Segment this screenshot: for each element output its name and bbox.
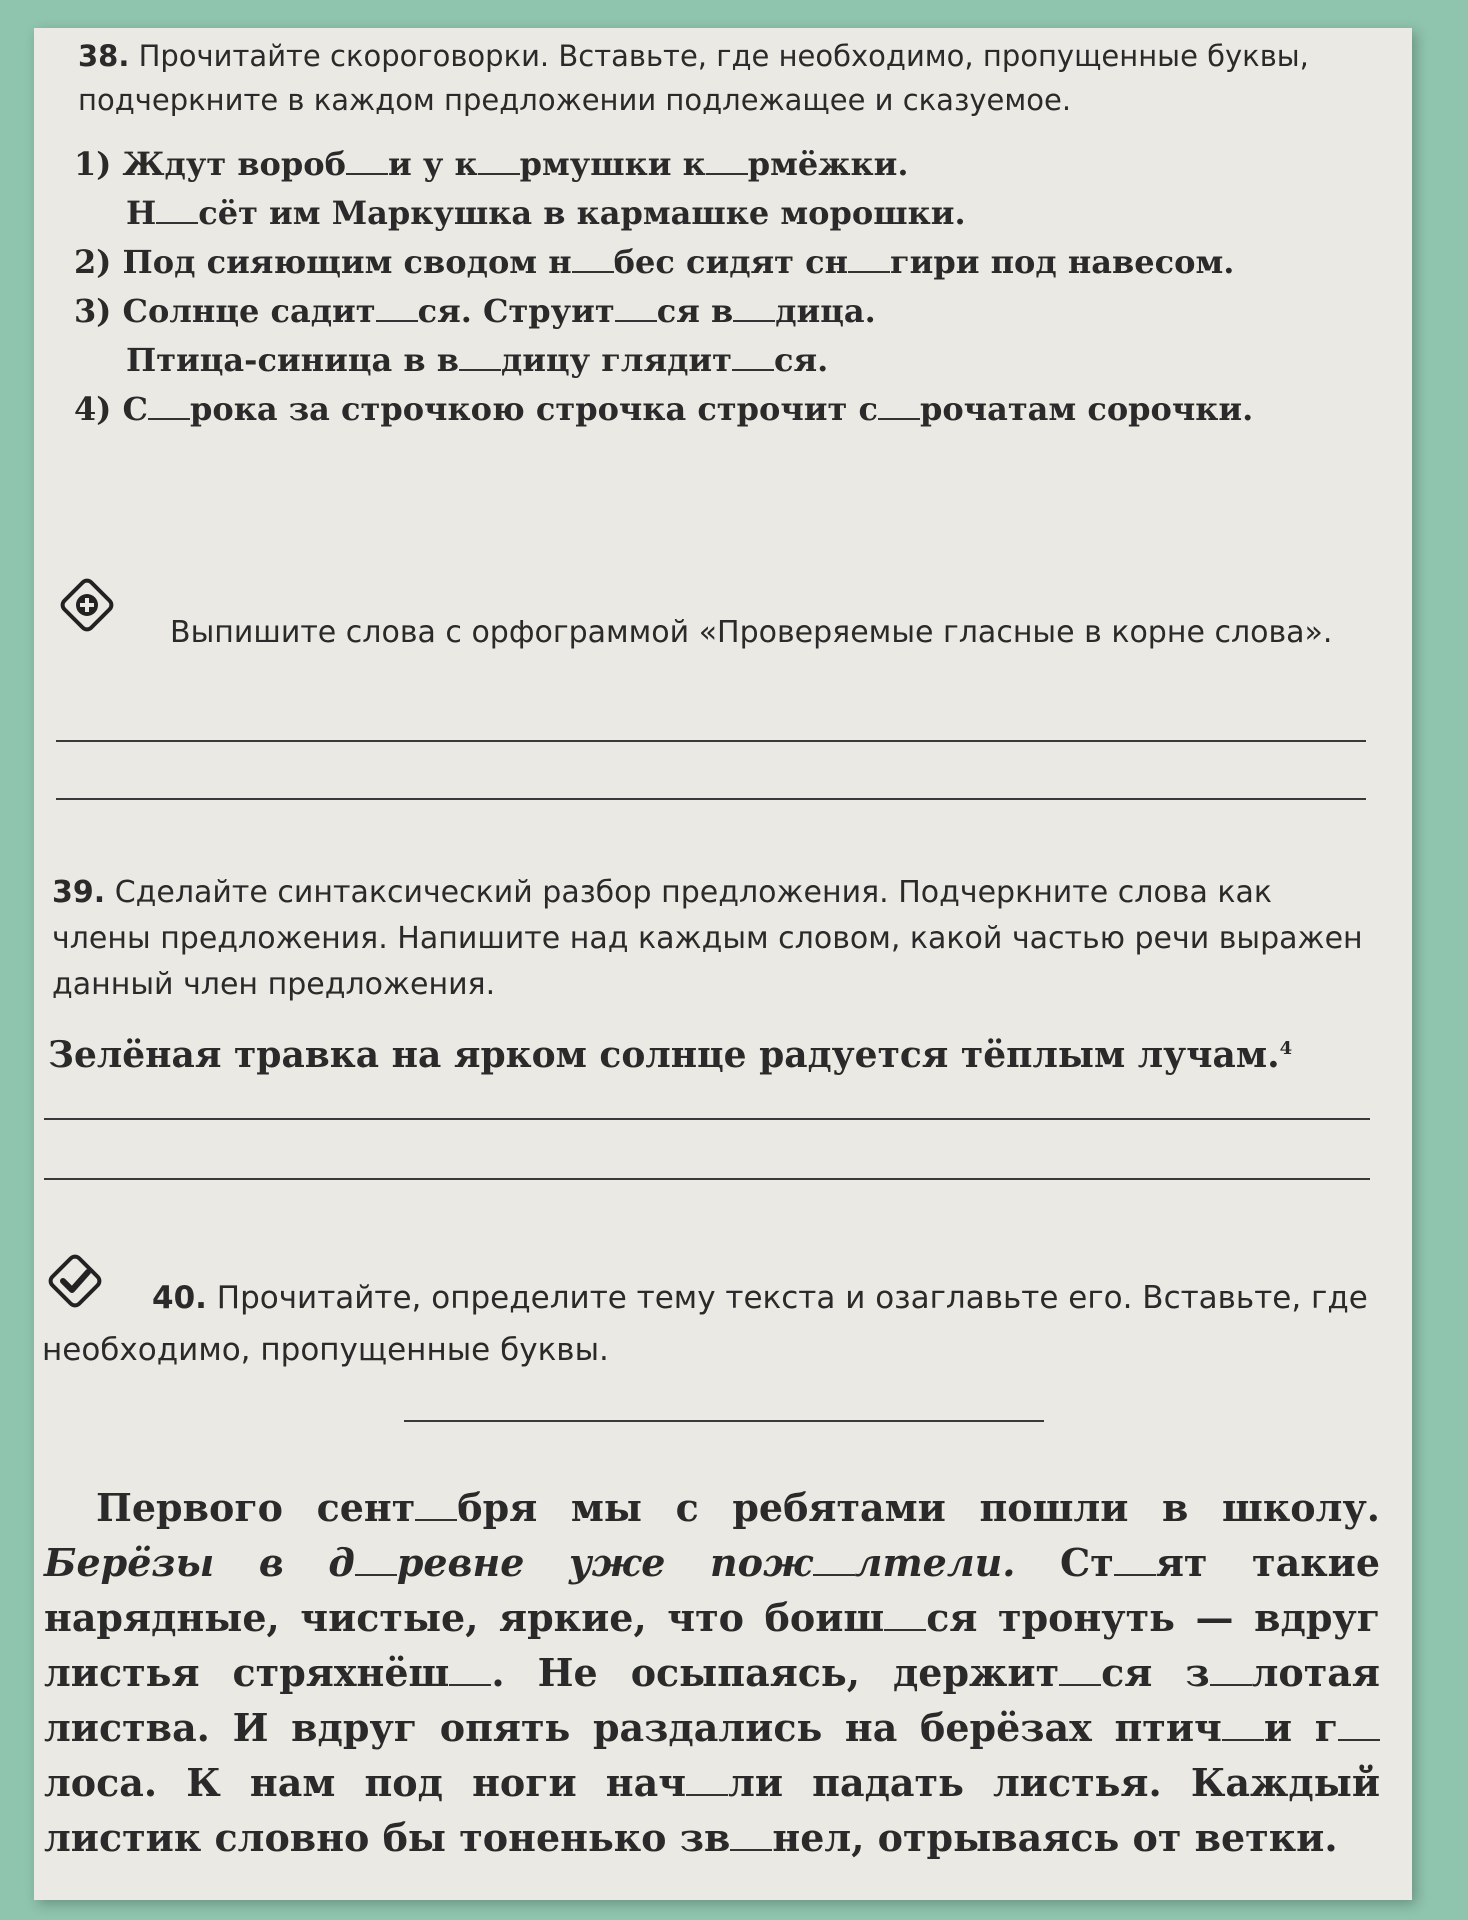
ex40-instruction — [42, 1272, 1372, 1376]
letter-gap[interactable] — [415, 1485, 457, 1521]
text-fragment: дицу глядит — [500, 341, 732, 379]
ex38-instruction-text: Прочитайте скороговорки. Вставьте, где необходимо, пропущенные буквы, подчеркните в каждом предложении подлежащее и сказуемое. — [78, 39, 1309, 117]
ex38-line-4 — [74, 287, 1374, 336]
ex38-line-2 — [74, 189, 1374, 238]
ex38-task — [60, 612, 1360, 654]
text-fragment: рмёжки. — [747, 145, 909, 183]
text-fragment: бес сидят сн — [613, 243, 849, 281]
text-fragment: гири под навесом. — [890, 243, 1235, 281]
answer-line[interactable] — [56, 740, 1366, 742]
text-fragment: сёт им Маркушка в кармашке морошки. — [198, 194, 966, 232]
letter-gap[interactable] — [478, 144, 520, 175]
text-fragment: Берёзы в д — [44, 1540, 355, 1585]
text-fragment: 3) Солнце садит — [74, 292, 376, 330]
text-fragment: Не осыпаясь, держит — [504, 1650, 1060, 1695]
letter-gap[interactable] — [706, 144, 748, 175]
text-fragment: Ст — [1015, 1540, 1114, 1585]
letter-gap[interactable] — [813, 1540, 855, 1576]
answer-line[interactable] — [44, 1118, 1370, 1120]
text-fragment: ся. — [773, 341, 829, 379]
text-fragment: нел, отрываясь от ветки. — [772, 1815, 1338, 1860]
text-fragment: ли падать листья. Каждый листик словно бы тоненько зв — [44, 1760, 1381, 1860]
text-fragment: И вдруг опять раздались на берёзах птич — [209, 1705, 1222, 1750]
letter-gap[interactable] — [459, 340, 501, 371]
footnote-mark: 4 — [1279, 1038, 1293, 1059]
text-fragment: ся тронуть — вдруг листья стряхнёш — [44, 1595, 1380, 1695]
ex39-number: 39. — [52, 875, 106, 910]
text-fragment: рока за строчкою строчка строчит с — [190, 390, 878, 428]
text-fragment: дица. — [775, 292, 876, 330]
ex39-instruction-text: Сделайте синтаксический разбор предложения. Подчеркните слова как члены предложения. Напишите над каждым словом, какой частью речи выражен данный член предложения. — [52, 875, 1363, 1002]
letter-gap[interactable] — [1210, 1650, 1252, 1686]
text-fragment: рмушки к — [519, 145, 706, 183]
letter-gap[interactable] — [732, 340, 774, 371]
text-fragment: и у к — [387, 145, 478, 183]
letter-gap[interactable] — [572, 242, 614, 273]
text-fragment: ся з — [1101, 1650, 1210, 1695]
text-fragment: 4) С — [74, 390, 149, 428]
letter-gap[interactable] — [878, 389, 920, 420]
letter-gap[interactable] — [346, 144, 388, 175]
text-fragment: Первого сент — [96, 1485, 416, 1530]
letter-gap[interactable] — [156, 193, 198, 224]
text-fragment: 1) Ждут вороб — [74, 145, 346, 183]
letter-gap[interactable] — [848, 242, 890, 273]
ex39-sentence-text: Зелёная травка на ярком солнце радуется тёплым лучам. — [48, 1034, 1280, 1076]
ex38-line-5 — [74, 336, 1374, 385]
letter-gap[interactable] — [730, 1815, 772, 1851]
text-fragment: и г — [1263, 1705, 1338, 1750]
text-fragment: бря мы с ребятами пошли в школу. — [457, 1485, 1380, 1530]
ex39-sentence — [48, 1034, 1292, 1076]
letter-gap[interactable] — [1059, 1650, 1101, 1686]
text-fragment: Н — [126, 194, 157, 232]
title-answer-line[interactable] — [404, 1420, 1044, 1422]
letter-gap[interactable] — [686, 1760, 728, 1796]
letter-gap[interactable] — [148, 389, 190, 420]
ex39-instruction — [52, 870, 1368, 1008]
ex38-tongue-twisters — [74, 140, 1374, 434]
text-fragment: лоса. — [44, 1760, 158, 1805]
text-fragment: . — [491, 1650, 505, 1695]
ex38-line-3 — [74, 238, 1374, 287]
text-fragment: ся. Струит — [417, 292, 615, 330]
letter-gap[interactable] — [1338, 1705, 1380, 1741]
text-fragment: ят такие нарядные, чистые, яркие, что боиш — [44, 1540, 1381, 1640]
letter-gap[interactable] — [1114, 1540, 1156, 1576]
text-fragment: Птица-синица в в — [126, 341, 459, 379]
letter-gap[interactable] — [449, 1650, 491, 1686]
letter-gap[interactable] — [733, 291, 775, 322]
ex38-line-1 — [74, 140, 1374, 189]
ex40-text — [44, 1480, 1380, 1865]
text-fragment: К нам под ноги нач — [157, 1760, 687, 1805]
answer-line[interactable] — [56, 798, 1366, 800]
ex38-number: 38. — [78, 39, 130, 73]
text-fragment: лотая листва. — [44, 1650, 1380, 1750]
text-fragment: лтели. — [854, 1540, 1016, 1585]
text-fragment: ся в — [656, 292, 734, 330]
text-fragment: ревне уже пож — [396, 1540, 813, 1585]
answer-line[interactable] — [44, 1178, 1370, 1180]
ex38-task-text: Выпишите слова с орфограммой «Проверяемые гласные в корне слова». — [170, 615, 1333, 650]
letter-gap[interactable] — [355, 1540, 397, 1576]
ex40-instruction-text: Прочитайте, определите тему текста и озаглавьте его. Вставьте, где необходимо, пропущенные буквы. — [42, 1280, 1368, 1368]
workbook-page — [34, 28, 1412, 1900]
letter-gap[interactable] — [376, 291, 418, 322]
ex40-number: 40. — [152, 1280, 207, 1316]
letter-gap[interactable] — [615, 291, 657, 322]
letter-gap[interactable] — [1222, 1705, 1264, 1741]
ex38-line-6 — [74, 385, 1374, 434]
text-fragment: 2) Под сияющим сводом н — [74, 243, 572, 281]
ex38-instruction — [78, 34, 1338, 122]
text-fragment: рочатам сорочки. — [919, 390, 1254, 428]
letter-gap[interactable] — [884, 1595, 926, 1631]
italic-sentence — [44, 1540, 1016, 1585]
